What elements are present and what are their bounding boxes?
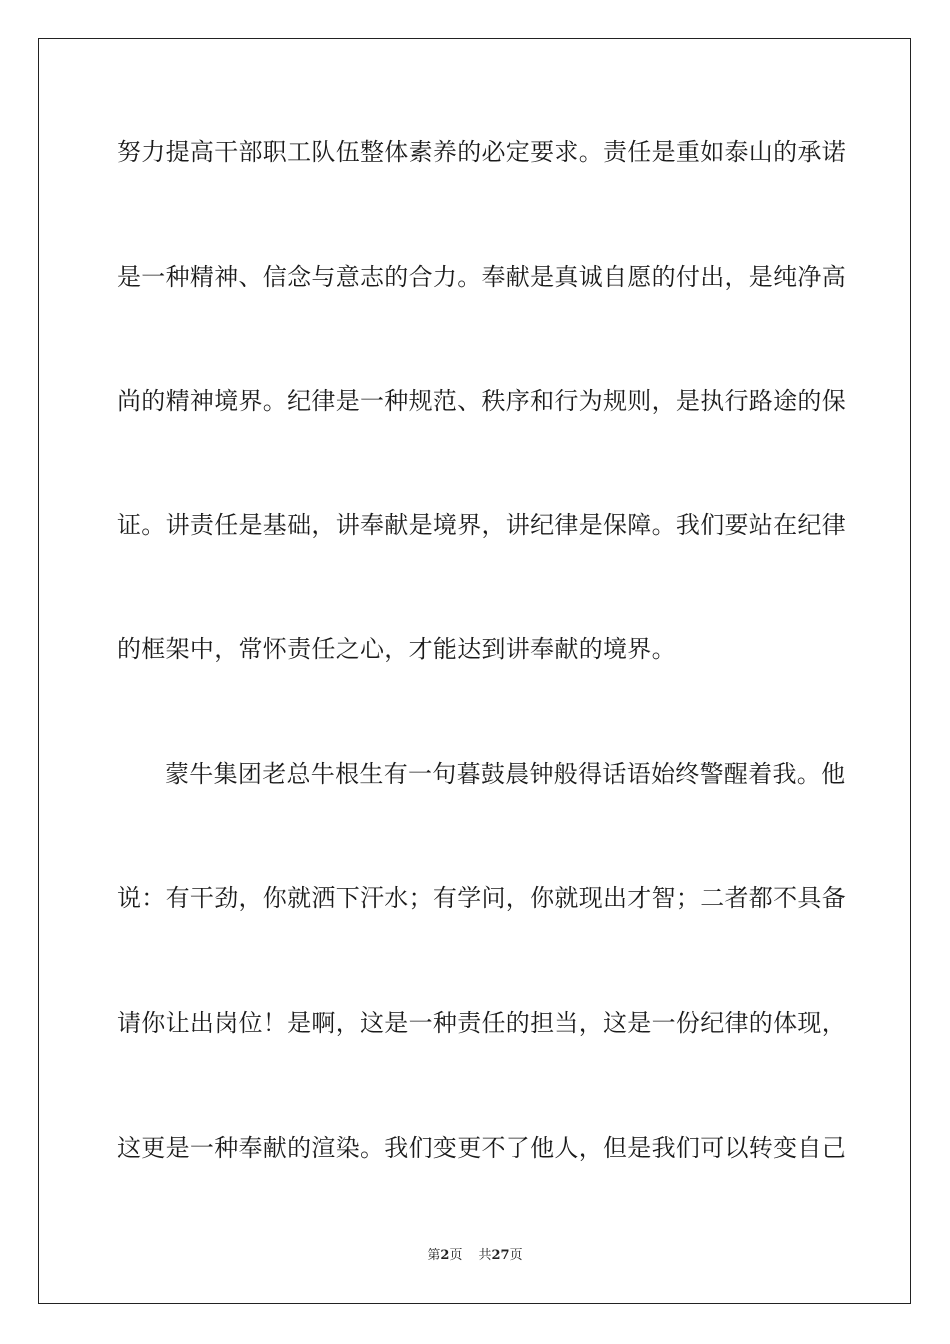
body-line-2: 是一种精神、信念与意志的合力。奉献是真诚自愿的付出，是纯净高 (117, 263, 846, 291)
total-suffix: 页 (509, 1248, 523, 1263)
body-line-1: 努力提高干部职工队伍整体素养的必定要求。责任是重如泰山的承诺 (117, 138, 846, 166)
body-line-9: 这更是一种奉献的渲染。我们变更不了他人，但是我们可以转变自己 (117, 1134, 846, 1162)
body-line-8: 请你让出岗位！是啊，这是一种责任的担当，这是一份纪律的体现， (117, 1009, 846, 1037)
total-pages: 27 (491, 1248, 510, 1263)
body-line-6-paragraph-start: 蒙牛集团老总牛根生有一句暮鼓晨钟般得话语始终警醒着我。他 (165, 760, 846, 788)
body-line-4: 证。讲责任是基础，讲奉献是境界，讲纪律是保障。我们要站在纪律 (117, 511, 846, 539)
page-border (38, 38, 911, 1304)
body-line-5: 的框架中，常怀责任之心，才能达到讲奉献的境界。 (117, 635, 676, 663)
total-prefix: 共 (478, 1248, 492, 1263)
page-number: 2 (440, 1248, 450, 1263)
page-suffix: 页 (449, 1248, 463, 1263)
page-footer (0, 1247, 950, 1265)
body-line-7: 说：有干劲，你就洒下汗水；有学问，你就现出才智；二者都不具备 (117, 884, 846, 912)
body-line-3: 尚的精神境界。纪律是一种规范、秩序和行为规则，是执行路途的保 (117, 387, 846, 415)
page-prefix: 第 (427, 1248, 441, 1263)
